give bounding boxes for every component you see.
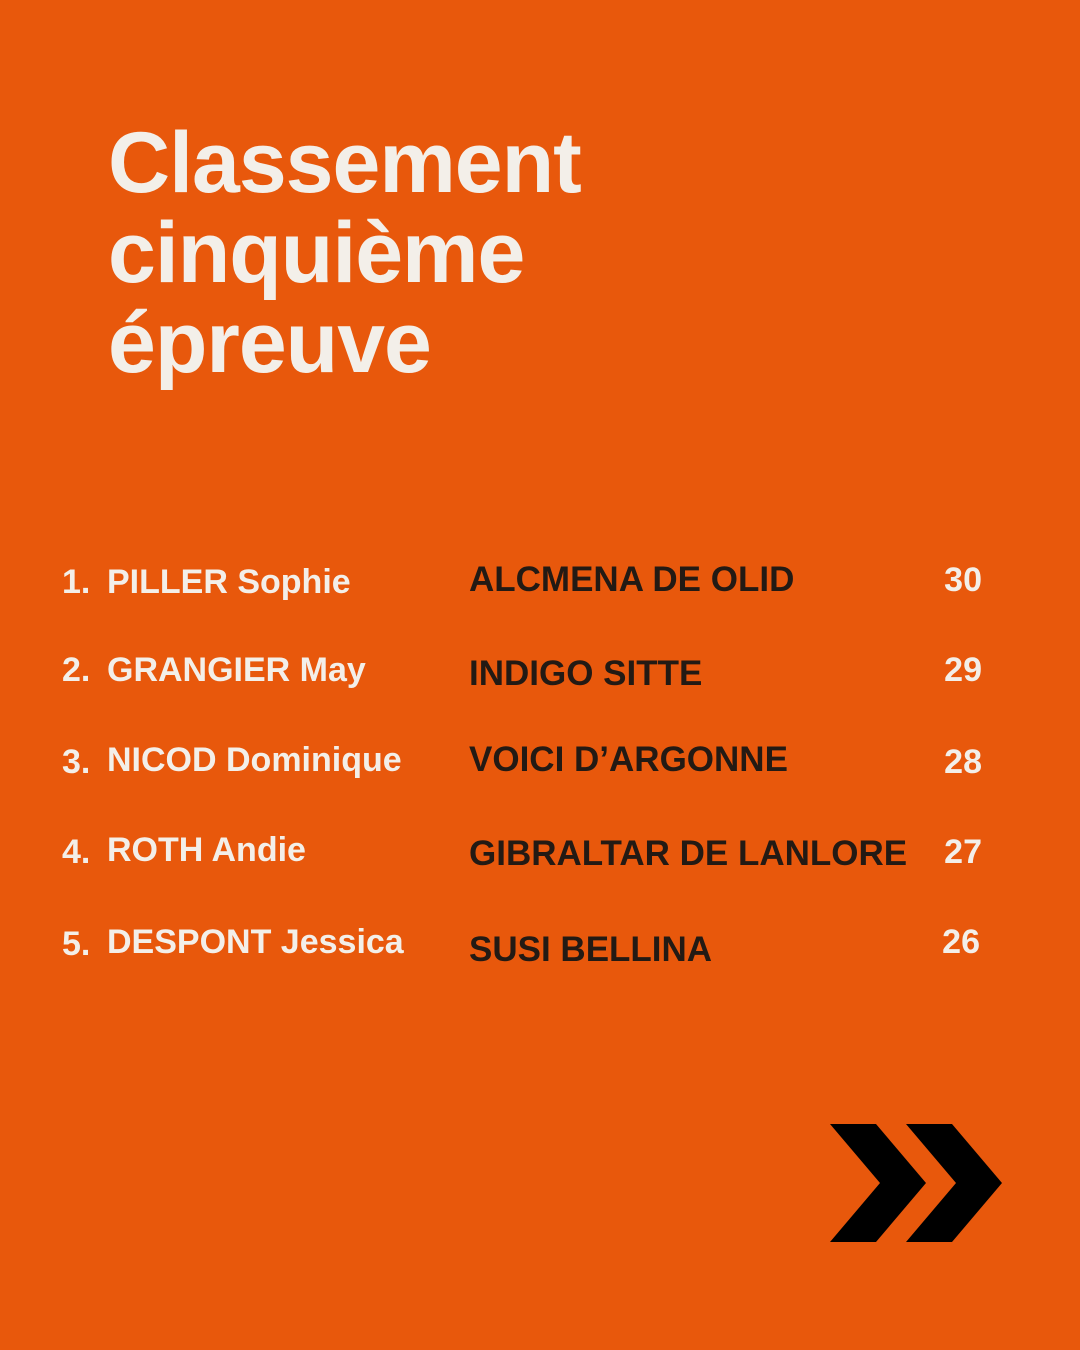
- result-row-4: [0, 828, 1080, 888]
- title-line-3: épreuve: [108, 295, 431, 391]
- score: 28: [944, 743, 982, 781]
- rider-name: ROTH Andie: [107, 831, 306, 869]
- result-row-1: [0, 560, 1080, 620]
- title-line-2: cinquième: [108, 205, 525, 301]
- result-row-5: [0, 920, 1080, 980]
- rider-name: DESPONT Jessica: [107, 923, 404, 961]
- score: 26: [942, 923, 980, 961]
- horse-name: ALCMENA DE OLID: [469, 560, 795, 599]
- rider-name: GRANGIER May: [107, 651, 366, 689]
- horse-name: SUSI BELLINA: [469, 930, 713, 969]
- horse-name: GIBRALTAR DE LANLORE: [469, 834, 908, 873]
- rank: 1.: [62, 563, 91, 601]
- rank: 2.: [62, 651, 91, 689]
- rank: 4.: [62, 833, 91, 871]
- double-chevron-right-icon[interactable]: [830, 1124, 1004, 1244]
- page-title: [108, 115, 581, 391]
- score: 29: [944, 651, 982, 689]
- rank: 5.: [62, 925, 91, 963]
- horse-name: VOICI D’ARGONNE: [469, 740, 788, 779]
- horse-name: INDIGO SITTE: [469, 654, 703, 693]
- result-row-2: [0, 648, 1080, 708]
- rank: 3.: [62, 743, 91, 781]
- score: 30: [944, 561, 982, 599]
- result-row-3: [0, 738, 1080, 798]
- rider-name: NICOD Dominique: [107, 741, 402, 779]
- rider-name: PILLER Sophie: [107, 563, 351, 601]
- score: 27: [944, 833, 982, 871]
- title-line-1: Classement: [108, 115, 581, 211]
